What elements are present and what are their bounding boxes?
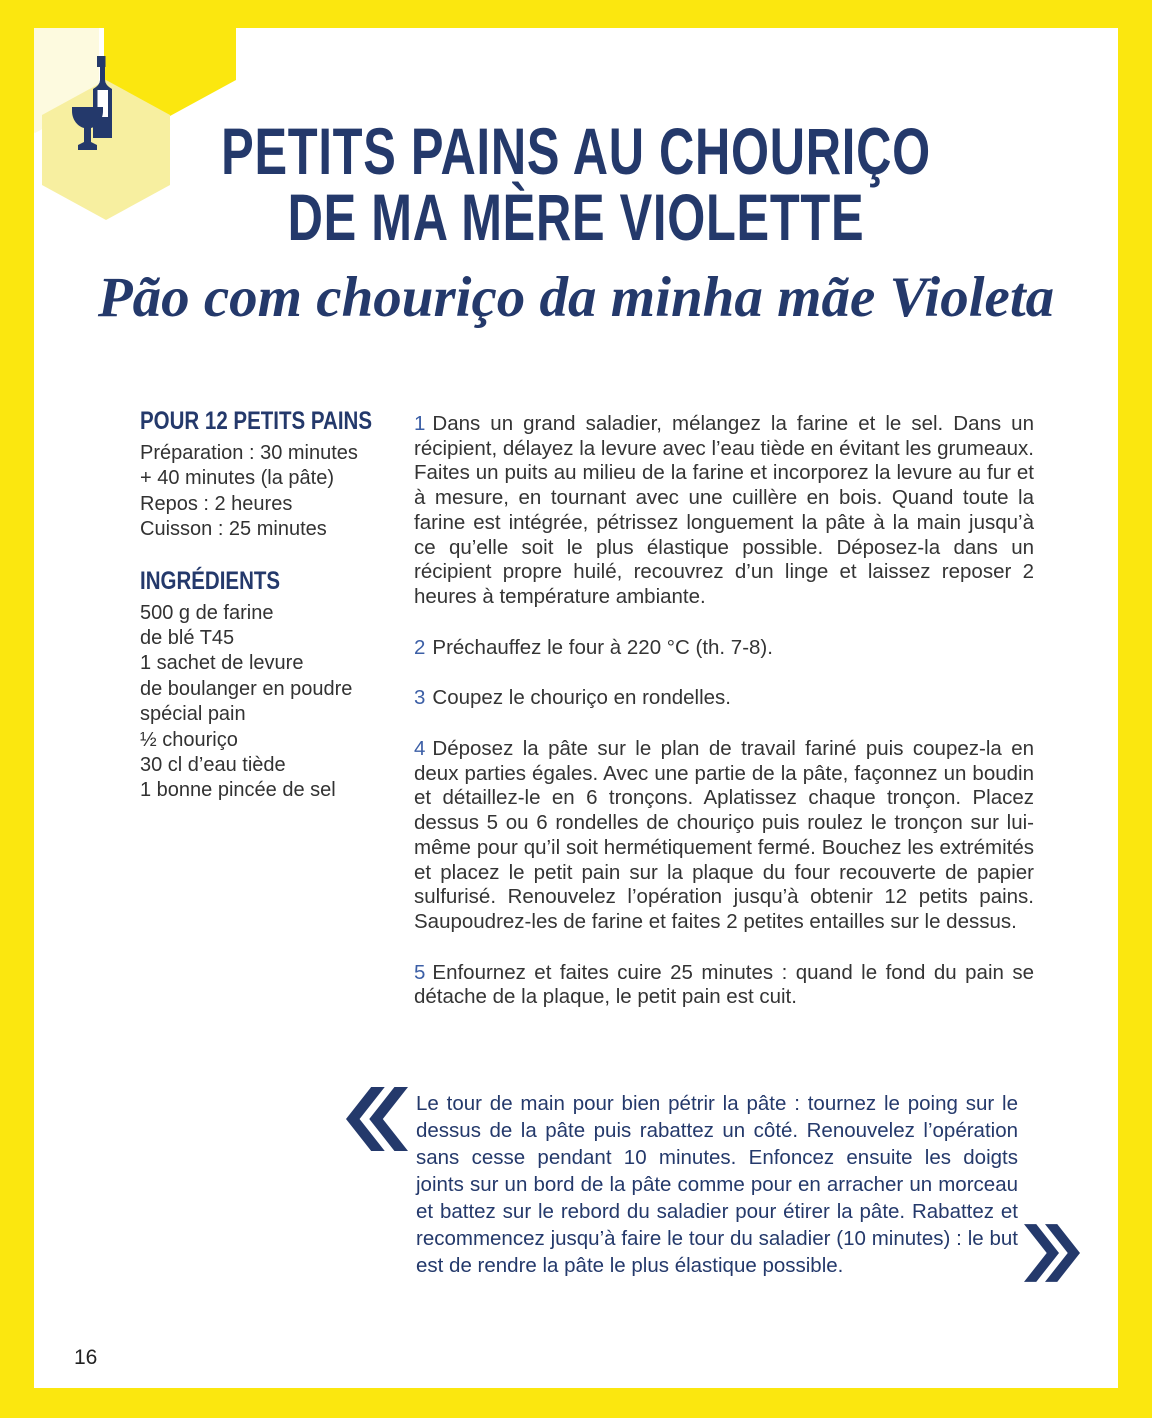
step-text: Préchauffez le four à 220 °C (th. 7-8). (432, 635, 773, 659)
ingredient-line: 1 sachet de levure (140, 652, 304, 675)
step-paragraph (414, 636, 1034, 661)
double-chevron-left-icon (346, 1086, 408, 1152)
tip-paragraph: Le tour de main pour bien pétrir la pâte : tournez le poing sur le dessus de la pâte puis rabattez un côté. Renouvelez l’opération sans cesse pendant 10 minutes. Enfoncez ensuite les doigts joints sur un bord de la pâte comme pour en arracher un morceau et battez sur le rebord du saladier pour étirer la pâte. Rabattez et recommencez jusqu’à faire le tour du saladier (10 minutes) : le but est de rendre la pâte le plus élastique possible. (416, 1092, 1018, 1277)
timing-line: Préparation : 30 minutes (140, 442, 358, 464)
wine-bottle-and-glass-icon (70, 56, 116, 152)
timing-line: Cuisson : 25 minutes (140, 518, 327, 541)
step-paragraph (414, 737, 1034, 935)
ingredient-line: 30 cl d’eau tiède (140, 754, 286, 777)
ingredient-line: 500 g de farine (140, 601, 274, 624)
double-chevron-right-icon (1024, 1222, 1080, 1284)
step-number: 5 (414, 960, 426, 984)
recipe-steps (414, 412, 1034, 1036)
timing-line: Repos : 2 heures (140, 492, 293, 515)
page-number: 16 (74, 1346, 98, 1369)
page-title (150, 114, 1002, 254)
yield-heading: POUR 12 PETITS PAINS (140, 407, 373, 435)
title-line-2: DE MA MÈRE VIOLETTE (287, 180, 865, 254)
step-text: Coupez le chouriço en rondelles. (432, 686, 731, 710)
recipe-info-sidebar (140, 407, 412, 804)
step-text: Enfournez et faites cuire 25 minutes : quand le fond du pain se détache de la plaque, le petit pain est cuit. (414, 960, 1034, 1009)
step-text: Déposez la pâte sur le plan de travail fariné puis coupez-la en deux parties égales. Avec une partie de la pâte, façonnez un boudin et détaillez-le en 6 tronçons. Aplatissez chaque tronçon. Placez dessus 5 ou 6 rondelles de chouriço puis roulez le tronçon sur lui-même pour qu’il soit hermétiquement fermé. Bouchez les extrémités et placez le petit pain sur la plaque du four recouverte de papier sulfurisé. Renouvelez l’opération jusqu’à obtenir 12 petits pains. Saupoudrez-les de farine et faites 2 petites entailles sur le dessus. (414, 737, 1034, 933)
ingredient-line: spécial pain (140, 703, 246, 726)
ingredient-line: de blé T45 (140, 627, 235, 650)
step-number: 1 (414, 412, 426, 435)
ingredient-line: 1 bonne pincée de sel (140, 779, 336, 802)
step-paragraph (414, 412, 1034, 610)
step-paragraph (414, 961, 1034, 1010)
step-number: 4 (414, 737, 426, 761)
step-number: 2 (414, 635, 426, 659)
ingredients-heading: INGRÉDIENTS (140, 566, 281, 595)
timing-line: + 40 minutes (la pâte) (140, 467, 334, 490)
step-paragraph (414, 686, 1034, 711)
step-number: 3 (414, 686, 426, 710)
page-subtitle: Pão com chouriço da minha mãe Violeta (97, 266, 1055, 329)
step-text: Dans un grand saladier, mélangez la farine et le sel. Dans un récipient, délayez la levure avec l’eau tiède en évitant les grumeaux. Faites un puits au milieu de la farine et incorporez la levure au fur et à mesure, en tournant avec une cuillère en bois. Quand toute la farine est intégrée, pétrissez longuement la pâte à la main jusqu’à ce qu’elle soit le plus élastique possible. Déposez-la dans un récipient propre huilé, recouvrez d’un linge et laissez reposer 2 heures à température ambiante. (414, 412, 1034, 608)
ingredient-line: de boulanger en poudre (140, 677, 353, 700)
title-line-1: PETITS PAINS AU CHOURIÇO (221, 114, 931, 188)
ingredient-line: ½ chouriço (140, 728, 238, 751)
